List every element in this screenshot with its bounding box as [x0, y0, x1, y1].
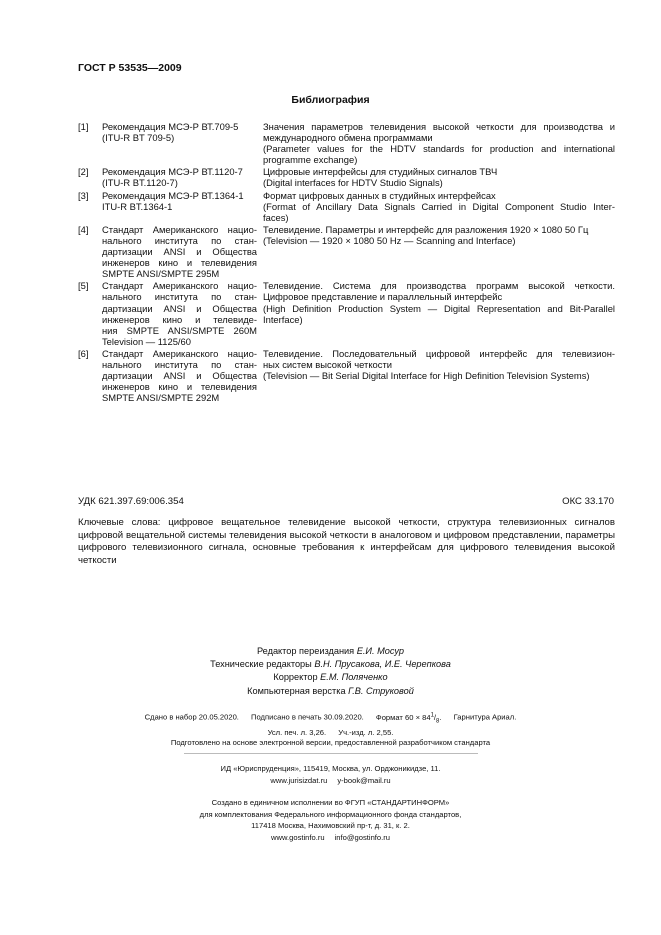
reference-line: Рекомендация МСЭ-Р ВТ.709-5: [102, 121, 239, 132]
entry-description: [263, 280, 615, 347]
entry-description: [263, 190, 615, 223]
description-line: Телевидение. Параметры и интерфейс для разложения 1920 × 1080 50 Гц: [263, 223, 589, 235]
entry-reference: [102, 224, 257, 279]
reference-line: инженеров кино и телевидения: [102, 381, 257, 393]
reference-line: нального института по стан-: [102, 234, 257, 246]
format-slash: /: [433, 712, 437, 722]
corrector-name: Е.М. Поляченко: [320, 672, 388, 683]
description-line: Телевидение. Система для производства программ высокой четкости.: [263, 280, 615, 292]
entry-reference: [102, 280, 257, 347]
editor-label: Редактор переиздания: [256, 646, 355, 656]
reference-line: нального института по стан-: [102, 291, 257, 303]
description-line: (High Definition Production System — Digital Representation and Bit-Parallel: [263, 302, 615, 314]
entry-description: [263, 224, 615, 279]
made-in-line-1: Создано в единичном исполнении во ФГУП «СТАНДАРТИНФОРМ»: [211, 798, 450, 807]
reference-line: Рекомендация МСЭ-Р ВТ.1364-1: [102, 189, 244, 201]
reference-line: SMPTE ANSI/SMPTE 295M: [102, 268, 220, 280]
reference-line: нального института по стан-: [102, 358, 257, 370]
entry-description: [263, 348, 615, 403]
reference-line: ITU-R BT.1364-1: [102, 200, 173, 212]
description-line: (Digital interfaces for HDTV Studio Signals): [263, 177, 443, 189]
reference-line: дартизации ANSI и Общества: [102, 370, 257, 382]
format-sub: 8: [436, 718, 440, 725]
description-line: Значения параметров телевидения высокой четкости для производства и: [263, 121, 615, 132]
gostinfo-site-link[interactable]: www.gostinfo.ru: [270, 832, 325, 842]
reference-line: Рекомендация МСЭ-Р ВТ.1120-7: [102, 166, 243, 178]
reference-line: SMPTE ANSI/SMPTE 292M: [102, 392, 220, 404]
publisher-site-link[interactable]: www.jurisizdat.ru: [270, 776, 328, 785]
reference-line: дартизации ANSI и Общества: [102, 246, 257, 258]
layout-name: Г.В. Струковой: [348, 685, 414, 696]
layout-label: Компьютерная верстка: [247, 685, 346, 696]
entry-reference: [102, 166, 257, 188]
keywords-paragraph: Ключевые слова: цифровое вещательное телевидение высокой четкости, структура телевизионных сигналов цифровой вещательной системы телевидения высокой четкости в аналоговом и цифровом представлении, параметры цифрового телевизионного сигнала, основные требования к интерфейсам для цифрового телевидения высокой четкости: [78, 517, 615, 566]
tech-editors-line: [0, 658, 661, 671]
publisher-email-link[interactable]: y-book@mail.ru: [337, 776, 391, 785]
credits-block: [0, 645, 661, 698]
made-in-block: [0, 797, 661, 843]
typeface: Гарнитура Ариал.: [453, 712, 517, 722]
description-line: Interface): [263, 313, 303, 325]
publisher-contacts: [0, 775, 661, 787]
reference-line: Television — 1125/60: [102, 335, 191, 347]
reference-line: дартизации ANSI и Общества: [102, 302, 257, 314]
entry-number: [5]: [78, 280, 89, 292]
made-in-line-2: для комплектования Федерального информационного фонда стандартов,: [199, 809, 462, 819]
divider: [184, 753, 478, 754]
description-line: (Television — 1920 × 1080 50 Hz — Scanning and Interface): [263, 234, 516, 246]
reference-line: Стандарт Американского нацио-: [102, 280, 257, 292]
corrector-line: [0, 671, 661, 684]
entry-reference: [102, 121, 257, 165]
submitted-date: Сдано в набор 20.05.2020.: [144, 712, 239, 722]
entry-number: [6]: [78, 347, 89, 359]
signed-date: Подписано в печать 30.09.2020.: [251, 712, 364, 722]
reference-line: (ITU-R BT 709-5): [102, 132, 175, 144]
reference-line: ния SMPTE ANSI/SMPTE 260M: [102, 324, 257, 336]
entry-description: [263, 121, 615, 165]
editor-name: Е.И. Мосур: [356, 646, 405, 656]
publisher-address: ИД «Юриспруденция», 115419, Москва, ул. Орджоникидзе, 11.: [220, 764, 441, 773]
entry-number: [4]: [78, 223, 89, 235]
reference-line: инженеров кино и телевидения: [102, 257, 257, 269]
description-line: Цифровые интерфейсы для студийных сигналов ТВЧ: [263, 166, 498, 178]
gostinfo-email-link[interactable]: info@gostinfo.ru: [334, 832, 391, 842]
description-line: faces): [263, 211, 289, 223]
description-line: Телевидение. Последовательный цифровой интерфейс для телевизион-: [263, 347, 615, 359]
format-end: .: [439, 712, 442, 722]
entry-description: [263, 166, 615, 188]
description-line: Цифровое представление и параллельный интерфейс: [263, 291, 503, 303]
entry-reference: [102, 190, 257, 223]
entry-number: [3]: [78, 189, 89, 201]
description-line: (Format of Ancillary Data Signals Carried in Digital Component Studio Inter-: [263, 200, 615, 212]
reference-line: Стандарт Американского нацио-: [102, 223, 257, 235]
format-prefix: Формат 60 × 84: [375, 712, 431, 722]
description-line: ных систем высокой четкости: [263, 358, 392, 370]
document-code: ГОСТ Р 53535—2009: [78, 62, 182, 74]
corrector-label: Корректор: [273, 672, 318, 683]
bibliography-entry: [78, 166, 614, 188]
made-in-contacts: [0, 832, 661, 844]
paper-format: [375, 712, 442, 725]
tech-editors-names: В.Н. Прусакова, И.Е. Черепкова: [314, 659, 451, 670]
print-info: [0, 709, 661, 739]
bibliography-entry: [78, 224, 614, 279]
udc-code: УДК 621.397.69:006.354: [78, 496, 184, 507]
description-line: (Parameter values for the HDTV standards for production and international: [263, 143, 615, 155]
description-line: (Television — Bit Serial Digital Interface for High Definition Television Systems): [263, 370, 590, 382]
reference-line: инженеров кино и телевиде-: [102, 313, 257, 325]
bibliography-entry: [78, 348, 614, 403]
tech-editors-label: Технические редакторы: [210, 659, 312, 670]
print-info-line-1: [0, 709, 661, 727]
publishing-sheets: Уч.-изд. л. 2,55.: [338, 728, 394, 738]
reference-line: Стандарт Американского нацио-: [102, 347, 257, 359]
bibliography-list: [78, 121, 614, 404]
bibliography-entry: [78, 280, 614, 347]
editor-line: [0, 645, 661, 658]
publisher-block: [0, 763, 661, 787]
made-in-line-3: 117418 Москва, Нахимовский пр-т, д. 31, к. 2.: [251, 821, 410, 831]
entry-number: [1]: [78, 121, 89, 132]
entry-number: [2]: [78, 166, 89, 178]
bibliography-entry: [78, 121, 614, 165]
prepared-note: Подготовлено на основе электронной версии, предоставленной разработчиком стандарта: [170, 738, 491, 747]
layout-line: [0, 685, 661, 698]
entry-reference: [102, 348, 257, 403]
reference-line: (ITU-R BT.1120-7): [102, 177, 178, 189]
print-sheets: Усл. печ. л. 3,26.: [267, 728, 327, 738]
bibliography-title: Библиография: [291, 94, 370, 106]
bibliography-entry: [78, 190, 614, 223]
oks-code: ОКС 33.170: [562, 496, 614, 507]
description-line: международного обмена программами: [263, 132, 433, 144]
description-line: Формат цифровых данных в студийных интерфейсах: [263, 189, 496, 201]
format-sup: 1: [430, 712, 434, 718]
description-line: programme exchange): [263, 154, 358, 166]
